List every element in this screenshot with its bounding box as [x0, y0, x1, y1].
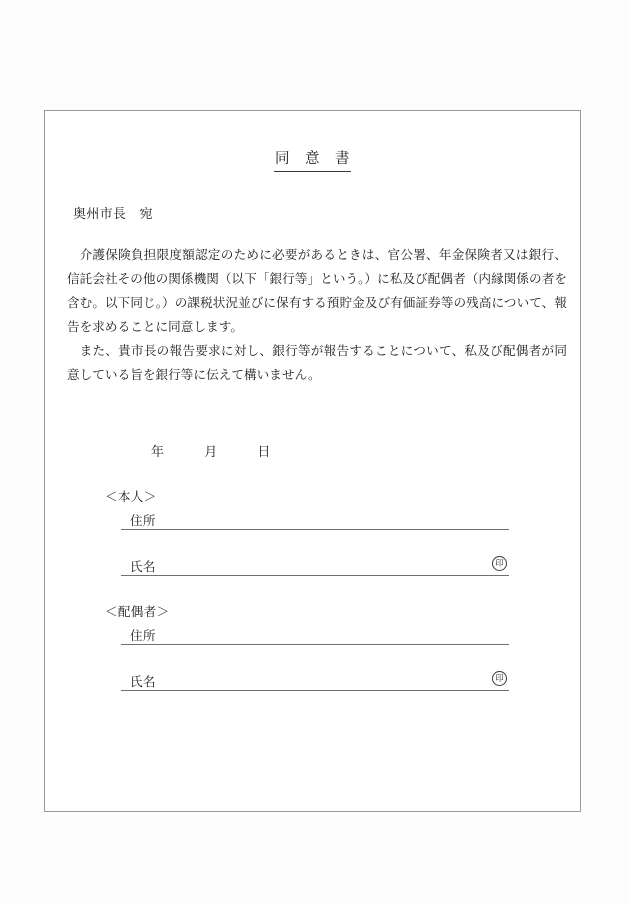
name-field-self[interactable]	[121, 554, 509, 576]
signature-heading-spouse: ＜配偶者＞	[105, 605, 170, 619]
document-border-frame	[44, 110, 581, 812]
address-field-spouse[interactable]	[121, 623, 509, 645]
name-label-self: 氏名	[130, 560, 156, 574]
addressee-line: 奥州市長 宛	[73, 206, 153, 221]
document-title	[45, 149, 580, 172]
seal-stamp-icon-spouse: 印	[492, 671, 507, 686]
address-label-spouse: 住所	[130, 629, 156, 643]
date-line: 年 月 日	[151, 444, 271, 459]
body-paragraph-1: 介護保険負担限度額認定のために必要があるときは、官公署、年金保険者又は銀行、信託会社その他の関係機関（以下「銀行等」という。）に私及び配偶者（内縁関係の者を含む。以下同じ。）の課税状況並びに保有する預貯金及び有価証券等の残高について、報告を求めることに同意します。	[67, 248, 567, 334]
body-paragraph-2: また、貴市長の報告要求に対し、銀行等が報告することについて、私及び配偶者が同意している旨を銀行等に伝えて構いません。	[67, 344, 567, 382]
address-field-self[interactable]	[121, 508, 509, 530]
document-title-text: 同 意 書	[274, 149, 351, 172]
seal-stamp-icon-self: 印	[492, 556, 507, 571]
name-field-spouse[interactable]	[121, 669, 509, 691]
body-text-block	[67, 243, 567, 387]
signature-heading-self: ＜本人＞	[105, 490, 157, 504]
name-label-spouse: 氏名	[130, 675, 156, 689]
address-label-self: 住所	[130, 514, 156, 528]
